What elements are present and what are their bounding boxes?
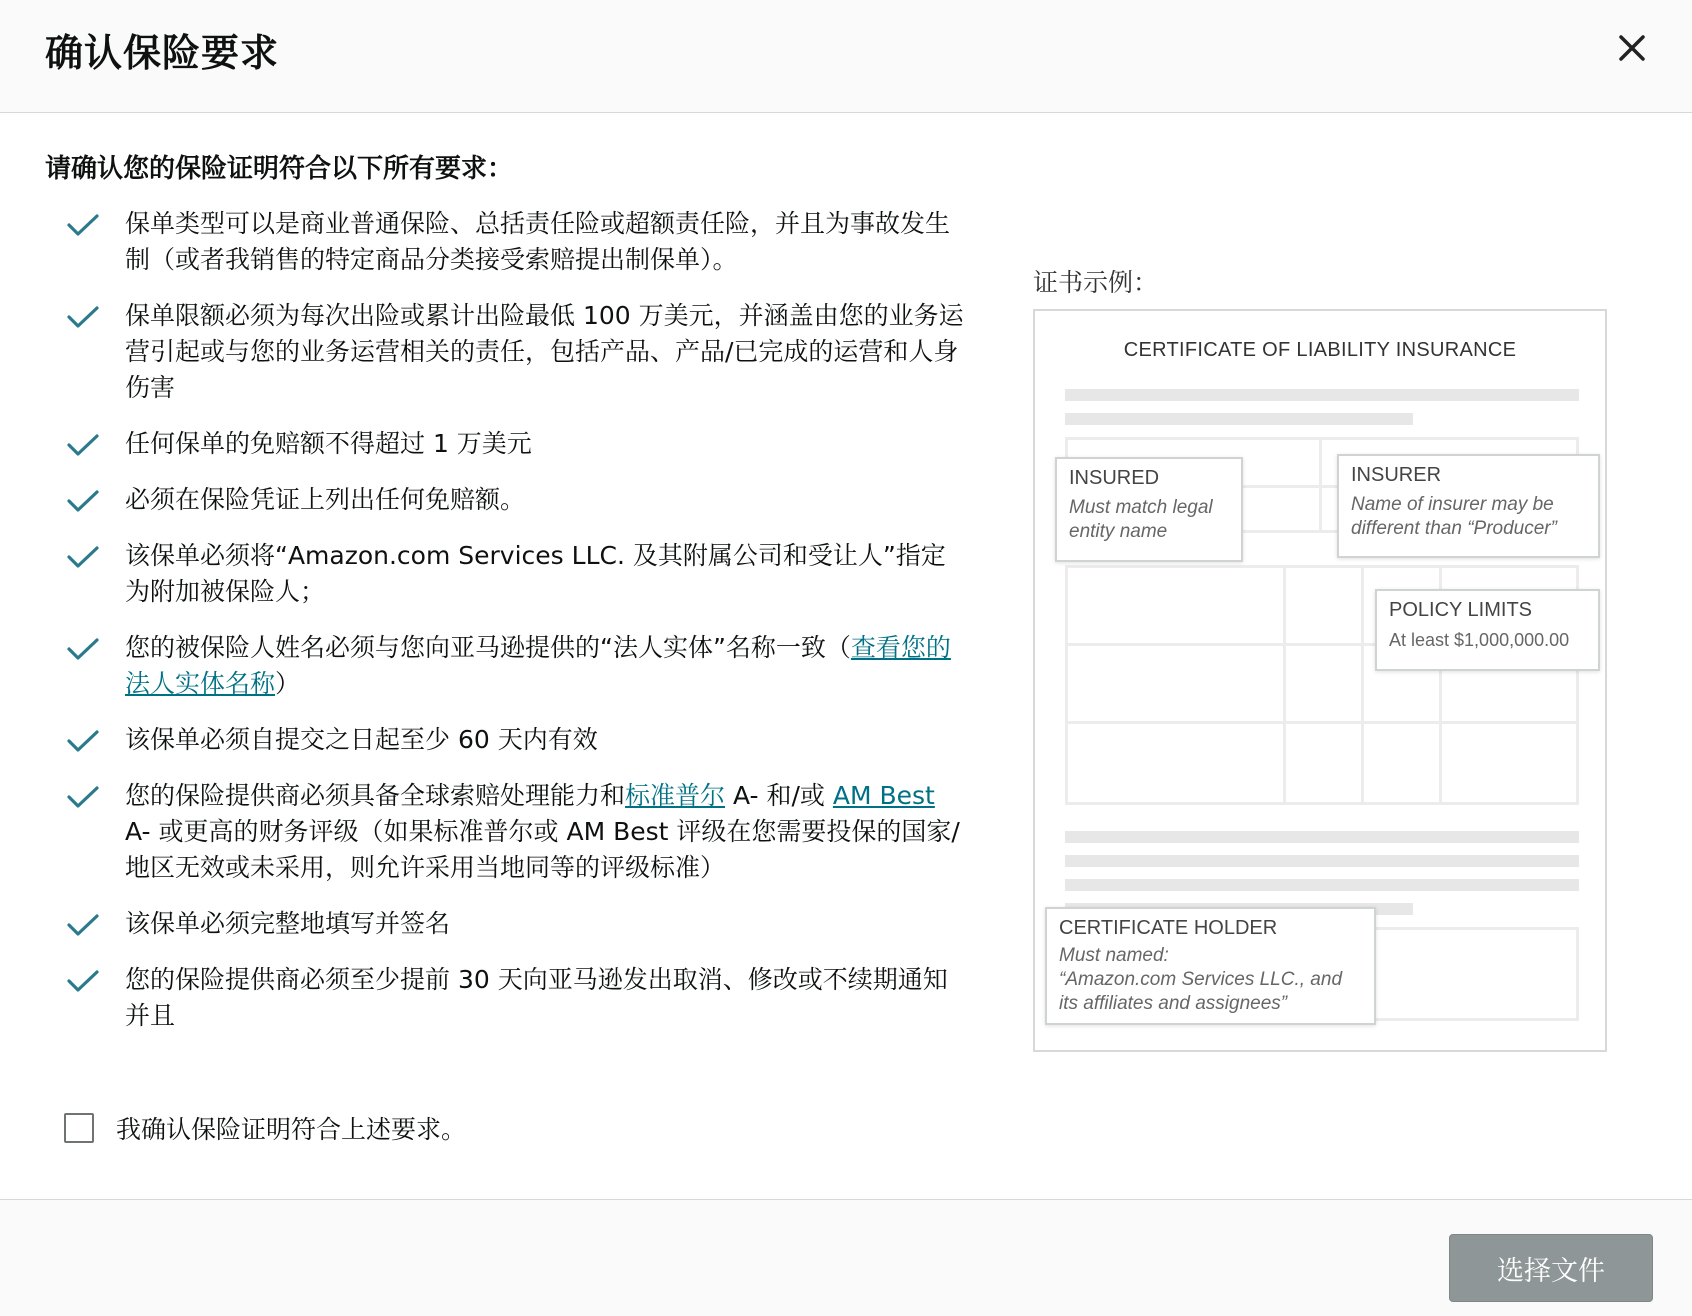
checkmark-icon <box>66 636 100 662</box>
requirement-text: A- 和/或 <box>725 781 833 810</box>
requirements-heading: 请确认您的保险证明符合以下所有要求： <box>45 154 514 184</box>
placeholder-bar <box>1065 855 1579 867</box>
holder-callout <box>1045 907 1376 1025</box>
placeholder-bar <box>1065 831 1579 843</box>
checkmark-icon <box>66 304 100 330</box>
requirement-text: 该保单必须自提交之日起至少 60 天内有效 <box>125 725 598 754</box>
insurer-title: INSURER <box>1351 464 1442 486</box>
am-best-link[interactable]: AM Best <box>832 781 935 810</box>
policy-limits-note: At least $1,000,000.00 <box>1389 630 1570 650</box>
placeholder-bar <box>1065 413 1413 425</box>
requirement-text: 您的被保险人姓名必须与您向亚马逊提供的“法人实体”名称一致（ <box>125 633 851 662</box>
confirm-label[interactable]: 我确认保险证明符合上述要求。 <box>116 1115 467 1144</box>
insured-callout <box>1055 457 1243 562</box>
sample-certificate <box>1033 309 1607 1052</box>
checkmark-icon <box>66 912 100 938</box>
requirement-item <box>66 206 966 278</box>
requirement-text: ） <box>275 669 301 698</box>
requirement-item <box>66 962 966 1034</box>
insurer-callout <box>1337 454 1600 558</box>
requirement-item <box>66 298 966 406</box>
requirement-item <box>66 778 966 886</box>
requirement-item <box>66 906 966 942</box>
insured-title: INSURED <box>1069 467 1160 489</box>
modal-footer <box>0 1199 1692 1316</box>
requirement-item <box>66 630 966 702</box>
requirement-item <box>66 538 966 610</box>
requirement-text: 您的保险提供商必须具备全球索赔处理能力和 <box>125 781 626 810</box>
requirement-text: 任何保单的免赔额不得超过 1 万美元 <box>125 429 532 458</box>
choose-file-button[interactable]: 选择文件 <box>1449 1234 1653 1302</box>
grid-line <box>1283 565 1286 805</box>
checkmark-icon <box>66 488 100 514</box>
grid-line <box>1065 721 1579 724</box>
requirements-list <box>66 206 966 1054</box>
certificate-title: CERTIFICATE OF LIABILITY INSURANCE <box>1123 339 1517 361</box>
requirement-text: 您的保险提供商必须至少提前 30 天向亚马逊发出取消、修改或不续期通知并且 <box>125 965 948 1030</box>
requirement-text: 该保单必须将“Amazon.com Services LLC. 及其附属公司和受让人”指定为附加被保险人； <box>125 541 946 606</box>
holder-title: CERTIFICATE HOLDER <box>1059 917 1278 939</box>
requirement-text: 保单类型可以是商业普通保险、总括责任险或超额责任险，并且为事故发生制（或者我销售的特定商品分类接受索赔提出制保单）。 <box>125 209 951 274</box>
insured-note: Must match legal entity name <box>1069 497 1213 542</box>
requirement-item <box>66 426 966 462</box>
grid-line <box>1361 565 1364 805</box>
close-icon <box>1608 24 1656 72</box>
requirement-item <box>66 722 966 758</box>
modal-header <box>0 0 1692 113</box>
holder-note-line2: “Amazon.com Services LLC., and <box>1059 969 1343 990</box>
holder-note-line3: its affiliates and assignees” <box>1059 993 1288 1014</box>
checkmark-icon <box>66 968 100 994</box>
close-button[interactable] <box>1608 24 1656 72</box>
holder-note-line1: Must named: <box>1059 945 1169 966</box>
checkmark-icon <box>66 212 100 238</box>
sp-rating-link[interactable]: 标准普尔 <box>625 781 726 810</box>
checkmark-icon <box>66 784 100 810</box>
confirm-row <box>64 1110 466 1146</box>
policy-limits-title: POLICY LIMITS <box>1389 599 1533 621</box>
legal-entity-name-link[interactable]: 查看您的法人实体名称 <box>125 633 951 698</box>
placeholder-bar <box>1065 389 1579 401</box>
insurer-note: Name of insurer may be different than “Producer” <box>1351 494 1557 539</box>
modal-title: 确认保险要求 <box>45 31 280 75</box>
checkmark-icon <box>66 544 100 570</box>
sample-label: 证书示例： <box>1033 268 1159 297</box>
placeholder-bar <box>1065 879 1579 891</box>
requirement-item <box>66 482 966 518</box>
requirement-text: 该保单必须完整地填写并签名 <box>125 909 451 938</box>
policy-limits-callout <box>1375 589 1600 671</box>
checkmark-icon <box>66 432 100 458</box>
requirement-text: A- 或更高的财务评级（如果标准普尔或 AM Best 评级在您需要投保的国家/地区无效或未采用，则允许采用当地同等的评级标准） <box>125 817 960 882</box>
confirm-checkbox[interactable] <box>64 1113 94 1143</box>
requirement-text: 保单限额必须为每次出险或累计出险最低 100 万美元，并涵盖由您的业务运营引起或与您的业务运营相关的责任，包括产品、产品/已完成的运营和人身伤害 <box>125 301 964 402</box>
requirement-text: 必须在保险凭证上列出任何免赔额。 <box>125 485 526 514</box>
checkmark-icon <box>66 728 100 754</box>
